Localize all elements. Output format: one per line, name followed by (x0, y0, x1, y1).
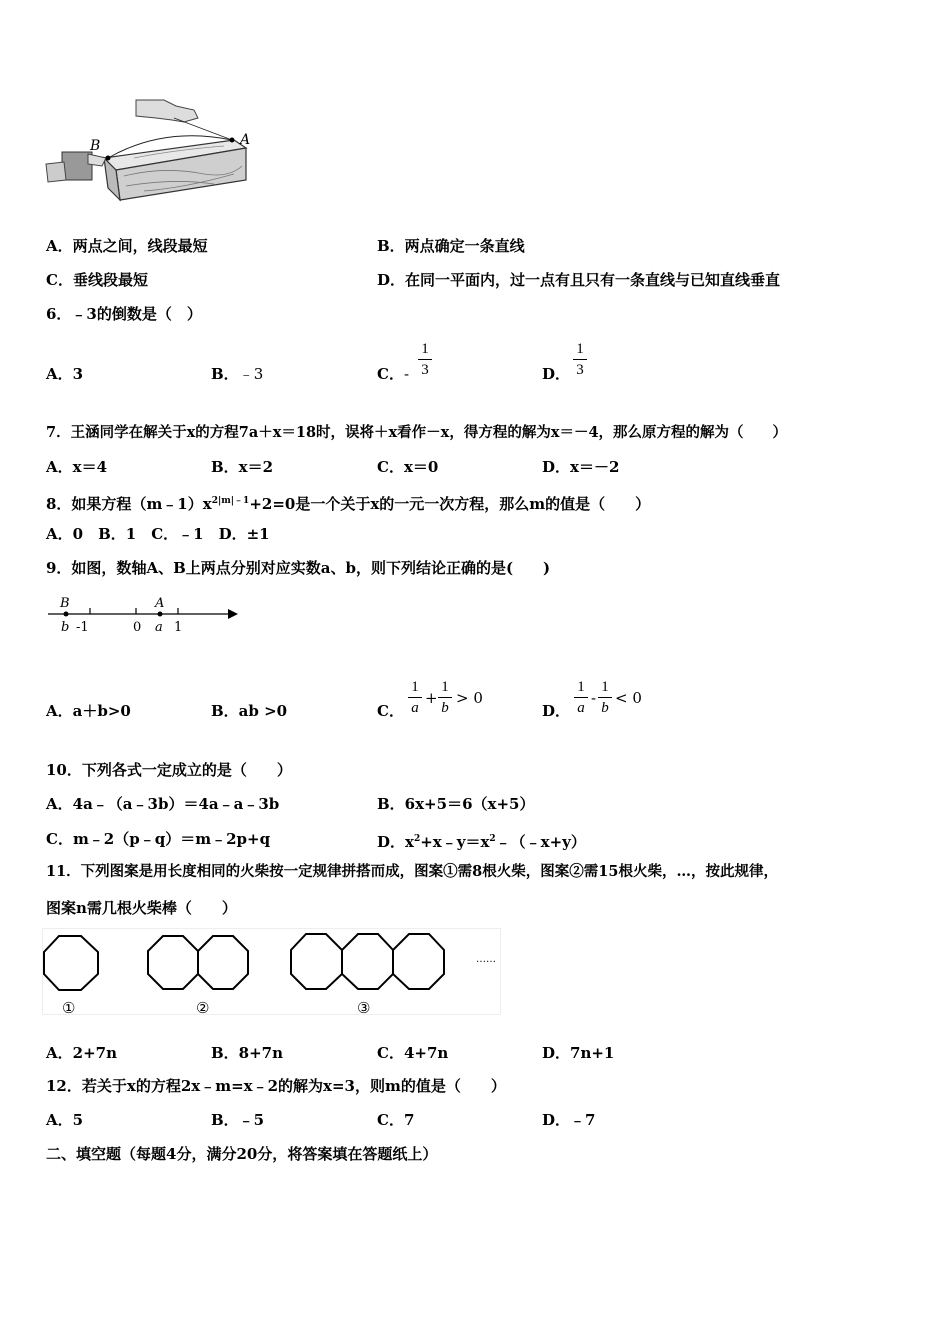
fig-label-2: ② (196, 999, 210, 1017)
axis-label-b: b (61, 620, 70, 635)
fig-ellipsis: …… (476, 954, 496, 965)
q9-c-frac1 (408, 678, 422, 717)
q12-stem: 12．若关于x的方程2x﹣m=x﹣2的解为x=3，则m的值是（ ） (46, 1077, 506, 1095)
q10-d-sup1: 2 (413, 834, 421, 844)
q6-c-label: C． (377, 365, 404, 383)
q11-option-b[interactable]: B．8+7n (211, 1044, 284, 1062)
q6-option-a[interactable]: A．3 (46, 365, 84, 383)
q6-c-fraction (418, 340, 432, 379)
q6-c-sign: - (403, 365, 410, 383)
q5-option-b[interactable]: B．两点确定一条直线 (377, 237, 525, 255)
fig-label-3: ③ (357, 999, 371, 1017)
q9-d-den2: b (601, 700, 609, 716)
q9-c-frac2 (438, 678, 452, 717)
q6-option-b[interactable] (211, 364, 263, 384)
q6-c-num: 1 (421, 341, 429, 357)
q5-option-a[interactable]: A．两点之间，线段最短 (46, 237, 208, 255)
q5-option-c[interactable]: C．垂线段最短 (46, 271, 148, 289)
q9-option-c[interactable]: C． (377, 702, 404, 720)
q10-d-sup2: 2 (489, 834, 496, 844)
q6-d-den: 3 (576, 362, 584, 378)
q10-option-b[interactable]: B．6x+5＝6（x+5） (377, 795, 535, 813)
section-2-heading: 二、填空题（每题4分，满分20分，将答案填在答题纸上） (46, 1145, 438, 1163)
q8-exponent: 2|m|﹣1 (211, 496, 250, 506)
axis-label-neg1: -1 (76, 620, 89, 635)
q9-d-rel: < 0 (615, 689, 642, 707)
q11-stem-line2: 图案n需几根火柴棒（ ） (46, 899, 237, 917)
axis-label-a-top: A (155, 596, 165, 611)
q12-option-a[interactable]: A．5 (46, 1111, 84, 1129)
axis-label-1: 1 (174, 620, 183, 635)
fig-label-1: ① (62, 999, 76, 1017)
q12-option-b[interactable]: B．﹣5 (211, 1111, 265, 1129)
q9-d-num1: 1 (577, 679, 585, 695)
block-string-figure (44, 96, 254, 206)
axis-label-0: 0 (133, 620, 142, 635)
q12-option-c[interactable]: C．7 (377, 1111, 415, 1129)
q6-d-num: 1 (576, 341, 584, 357)
axis-label-b-top: B (60, 596, 70, 611)
q9-c-num2: 1 (441, 679, 449, 695)
q7-option-b[interactable]: B．x＝2 (211, 458, 274, 476)
q10-d-pre: D．x (377, 833, 414, 851)
q10-option-d[interactable] (377, 829, 586, 852)
q9-d-num2: 1 (601, 679, 609, 695)
q10-option-c[interactable]: C．m﹣2（p﹣q）＝m﹣2p+q (46, 830, 271, 848)
q12-option-d[interactable]: D．﹣7 (542, 1111, 596, 1129)
q7-stem: 7．王涵同学在解关于x的方程7a＋x＝18时，误将＋x看作－x，得方程的解为x＝－4，那么原方程的解为（ ） (46, 424, 788, 441)
q8-stem-pre: 8．如果方程（m﹣1）x (46, 495, 212, 513)
q6-b-value: ﹣3 (238, 365, 264, 383)
q6-option-c[interactable] (377, 364, 409, 384)
q6-option-d[interactable]: D． (542, 365, 571, 383)
q10-d-mid: +x﹣y＝x (420, 833, 490, 851)
q11-option-a[interactable]: A．2+7n (46, 1044, 117, 1062)
q10-option-a[interactable]: A．4a﹣（a﹣3b）＝4a﹣a﹣3b (46, 795, 280, 813)
octagon-pattern-figure (42, 928, 504, 1018)
point-label-a: A (240, 132, 251, 148)
q9-d-frac2 (598, 678, 612, 717)
point-label-b: B (90, 138, 101, 154)
q9-d-op: - (591, 689, 597, 707)
q9-c-den2: b (441, 700, 449, 716)
q9-c-den1: a (411, 700, 419, 716)
axis-label-a: a (155, 620, 163, 635)
q10-stem: 10．下列各式一定成立的是（ ） (46, 761, 292, 779)
q9-d-frac1 (574, 678, 588, 717)
q9-c-rel: > 0 (456, 689, 483, 707)
q9-c-num1: 1 (411, 679, 419, 695)
q8-stem (46, 491, 650, 514)
q9-stem: 9．如图，数轴A、B上两点分别对应实数a、b，则下列结论正确的是( ) (46, 559, 551, 577)
q5-option-d[interactable]: D．在同一平面内，过一点有且只有一条直线与已知直线垂直 (377, 271, 781, 289)
q6-c-den: 3 (421, 362, 429, 378)
q8-options[interactable]: A．0 B．1 C．﹣1 D．±1 (46, 525, 270, 543)
q6-stem: 6．﹣3的倒数是（ ） (46, 305, 202, 323)
q6-b-label: B． (211, 365, 239, 383)
q8-stem-post: +2=0是一个关于x的一元一次方程，那么m的值是（ ） (249, 495, 651, 513)
q9-option-b[interactable]: B．ab >0 (211, 702, 288, 720)
q9-c-op: + (425, 689, 438, 707)
number-line-figure (44, 594, 244, 634)
q10-d-post: ﹣（﹣x+y） (495, 833, 586, 851)
q9-d-den1: a (577, 700, 585, 716)
q11-option-c[interactable]: C．4+7n (377, 1044, 449, 1062)
q6-d-fraction (573, 340, 587, 379)
q7-option-a[interactable]: A．x＝4 (46, 458, 108, 476)
q9-option-a[interactable]: A．a＋b>0 (46, 702, 131, 720)
q7-option-c[interactable]: C．x＝0 (377, 458, 439, 476)
q11-option-d[interactable]: D．7n+1 (542, 1044, 615, 1062)
q7-option-d[interactable]: D．x＝－2 (542, 458, 620, 476)
q11-stem-line1: 11．下列图案是用长度相同的火柴按一定规律拼搭而成，图案①需8根火柴，图案②需15根火柴，…，按此规律， (46, 863, 778, 880)
q9-option-d[interactable]: D． (542, 702, 571, 720)
